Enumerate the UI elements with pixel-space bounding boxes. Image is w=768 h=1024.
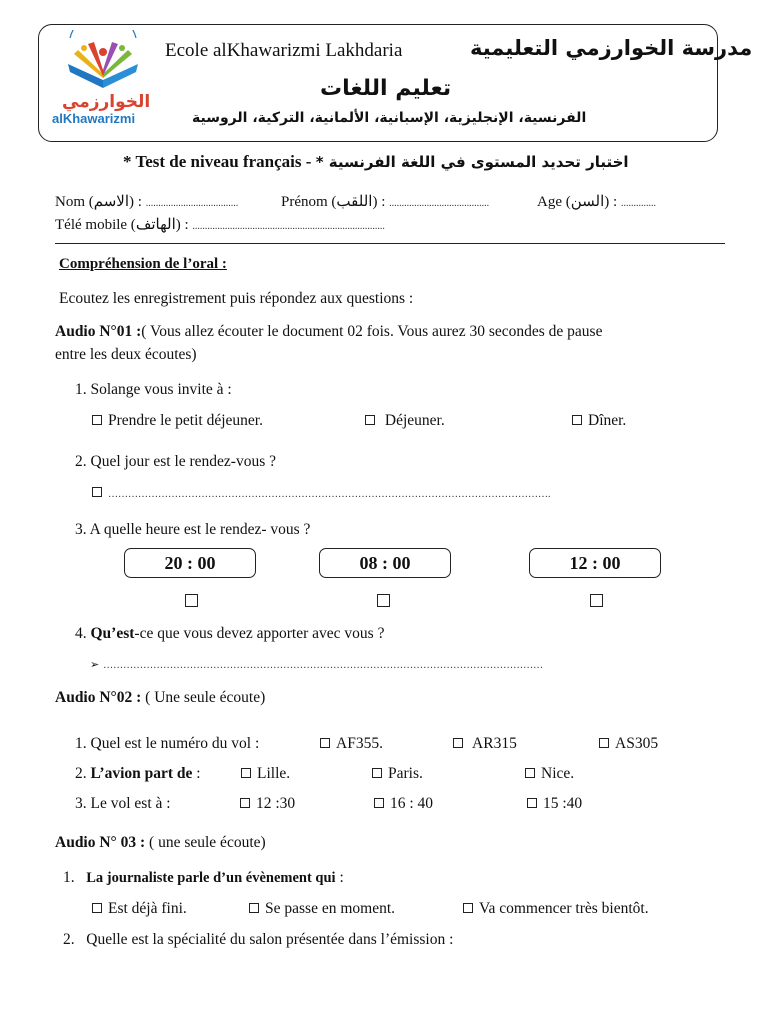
option-label: 15 :40 <box>543 795 583 812</box>
checkbox[interactable] <box>320 738 330 748</box>
checkbox[interactable] <box>453 738 463 748</box>
school-logo <box>48 30 158 130</box>
divider <box>55 243 725 244</box>
audio1-q1-opt3[interactable] <box>572 412 626 430</box>
test-title-fr: * Test de niveau français - <box>123 152 312 171</box>
audio1-heading <box>55 323 602 341</box>
time-box-3: 12 : 00 <box>529 548 661 578</box>
test-title-ar: اختبار تحديد المستوى في اللغة الفرنسية * <box>315 153 629 171</box>
audio3-q1-opt3[interactable] <box>463 900 649 918</box>
time-checkbox-3[interactable] <box>590 594 603 607</box>
audio1-q1-opt1[interactable] <box>92 412 263 430</box>
audio1-q4-answer[interactable] <box>90 655 543 673</box>
q2-bold-text: L’avion part de <box>90 765 193 782</box>
checkbox[interactable] <box>372 768 382 778</box>
tele-field[interactable] <box>55 215 385 234</box>
checkbox[interactable] <box>527 798 537 808</box>
age-label: Age (السن) : <box>537 194 618 210</box>
checkbox[interactable] <box>572 415 582 425</box>
time-box-1: 20 : 00 <box>124 548 256 578</box>
audio2-q2-opt1[interactable] <box>241 765 290 783</box>
audio2-q2-opt3[interactable] <box>525 765 574 783</box>
q2-text: Quelle est la spécialité du salon présentée dans l’émission : <box>86 931 454 948</box>
audio2-q1-opt1[interactable] <box>320 735 383 753</box>
checkbox[interactable] <box>365 415 375 425</box>
audio2-q2-opt2[interactable] <box>372 765 423 783</box>
logo-arabic-text: الخوارزمي <box>62 92 151 112</box>
prenom-dots: ........................................ <box>389 198 490 209</box>
option-label: AF355. <box>336 735 383 752</box>
option-label: AR315 <box>472 735 517 752</box>
q4-bold-text: Qu’est <box>90 625 135 642</box>
audio1-q2-answer[interactable] <box>92 484 551 502</box>
q4-number: 4. <box>75 625 87 642</box>
time-checkbox-2[interactable] <box>377 594 390 607</box>
languages-title: تعليم اللغات <box>320 76 452 101</box>
audio2-q3: 3. Le vol est à : <box>75 795 171 812</box>
q2-number: 2. <box>75 765 87 782</box>
option-label: Déjeuner. <box>384 412 445 429</box>
languages-list: الفرنسية، الإنجليزية، الإسبانية، الألمانية، التركية، الروسية <box>192 110 587 126</box>
audio1-q1-opt2[interactable] <box>365 412 445 430</box>
option-label: Va commencer très bientôt. <box>479 900 649 917</box>
audio3-q1 <box>63 869 344 887</box>
prenom-field[interactable] <box>281 192 489 211</box>
time-box-2: 08 : 00 <box>319 548 451 578</box>
prenom-label: Prénom (اللقب) : <box>281 194 386 210</box>
checkbox[interactable] <box>92 903 102 913</box>
audio1-desc1: ( Vous allez écouter le document 02 fois. Vous aurez 30 secondes de pause <box>141 323 603 340</box>
age-field[interactable] <box>537 192 656 211</box>
school-name-fr: Ecole alKhawarizmi Lakhdaria <box>165 40 403 61</box>
audio1-label: Audio N°01 : <box>55 323 142 340</box>
audio2-q3-opt2[interactable] <box>374 795 433 813</box>
nom-dots: ..................................... <box>145 198 239 209</box>
audio1-q1: 1. Solange vous invite à : <box>75 381 232 398</box>
checkbox[interactable] <box>241 768 251 778</box>
answer-dots: …………………………………………………………………………………………………………………… <box>103 660 544 671</box>
audio3-desc: ( une seule écoute) <box>145 834 266 851</box>
q4-text: -ce que vous devez apporter avec vous ? <box>134 625 385 642</box>
audio1-q3: 3. A quelle heure est le rendez- vous ? <box>75 521 311 538</box>
audio1-desc2: entre les deux écoutes) <box>55 346 197 363</box>
logo-english-text: alKhawarizmi <box>52 111 136 126</box>
q2-colon: : <box>192 765 201 782</box>
audio2-heading <box>55 689 265 707</box>
nom-label: Nom (الاسم) : <box>55 194 142 210</box>
audio1-q4 <box>75 625 384 643</box>
audio3-q1-opt1[interactable] <box>92 900 187 918</box>
q1-colon: : <box>335 869 344 886</box>
option-label: 12 :30 <box>256 795 296 812</box>
checkbox[interactable] <box>374 798 384 808</box>
q2-number: 2. <box>63 931 75 948</box>
checkbox[interactable] <box>525 768 535 778</box>
checkbox[interactable] <box>92 415 102 425</box>
option-label: Nice. <box>541 765 575 782</box>
audio2-desc: ( Une seule écoute) <box>141 689 266 706</box>
option-label: Prendre le petit déjeuner. <box>108 412 263 429</box>
checkbox[interactable] <box>463 903 473 913</box>
audio2-label: Audio N°02 : <box>55 689 142 706</box>
audio2-q3-opt1[interactable] <box>240 795 295 813</box>
checkbox[interactable] <box>599 738 609 748</box>
test-title <box>123 152 629 172</box>
option-label: Paris. <box>388 765 423 782</box>
answer-dots: ……………………………………………………………………………………………………………………. <box>108 489 551 500</box>
nom-field[interactable] <box>55 192 238 211</box>
option-label: Lille. <box>257 765 291 782</box>
tele-label: Télé mobile (الهاتف) : <box>55 217 189 233</box>
option-label: Est déjà fini. <box>108 900 187 917</box>
tele-dots: ............................................................................. <box>192 221 385 232</box>
audio2-q2 <box>75 765 201 783</box>
section-title: Compréhension de l’oral : <box>59 256 227 272</box>
audio3-heading <box>55 834 266 852</box>
q1-bold-text: La journaliste parle d’un évènement qui <box>86 870 336 886</box>
q1-number: 1. <box>63 869 75 886</box>
audio2-q1-opt2[interactable] <box>453 735 517 753</box>
option-label: Dîner. <box>588 412 627 429</box>
audio3-q1-opt2[interactable] <box>249 900 395 918</box>
checkbox[interactable] <box>249 903 259 913</box>
instruction: Ecoutez les enregistrement puis répondez aux questions : <box>59 290 414 307</box>
option-label: Se passe en moment. <box>265 900 396 917</box>
option-label: 16 : 40 <box>390 795 434 812</box>
checkbox[interactable] <box>92 487 102 497</box>
time-checkbox-1[interactable] <box>185 594 198 607</box>
audio2-q3-opt3[interactable] <box>527 795 582 813</box>
checkbox[interactable] <box>240 798 250 808</box>
audio3-label: Audio N° 03 : <box>55 834 146 851</box>
audio3-q2 <box>63 931 453 949</box>
age-dots: .............. <box>620 198 656 209</box>
audio2-q1-opt3[interactable] <box>599 735 658 753</box>
option-label: AS305 <box>615 735 659 752</box>
audio1-q2: 2. Quel jour est le rendez-vous ? <box>75 453 277 470</box>
logo-book-icon <box>48 30 158 94</box>
audio2-q1: 1. Quel est le numéro du vol : <box>75 735 260 752</box>
school-name-ar: مدرسة الخوارزمي التعليمية <box>470 36 753 60</box>
arrow-icon: ➢ <box>90 658 100 671</box>
